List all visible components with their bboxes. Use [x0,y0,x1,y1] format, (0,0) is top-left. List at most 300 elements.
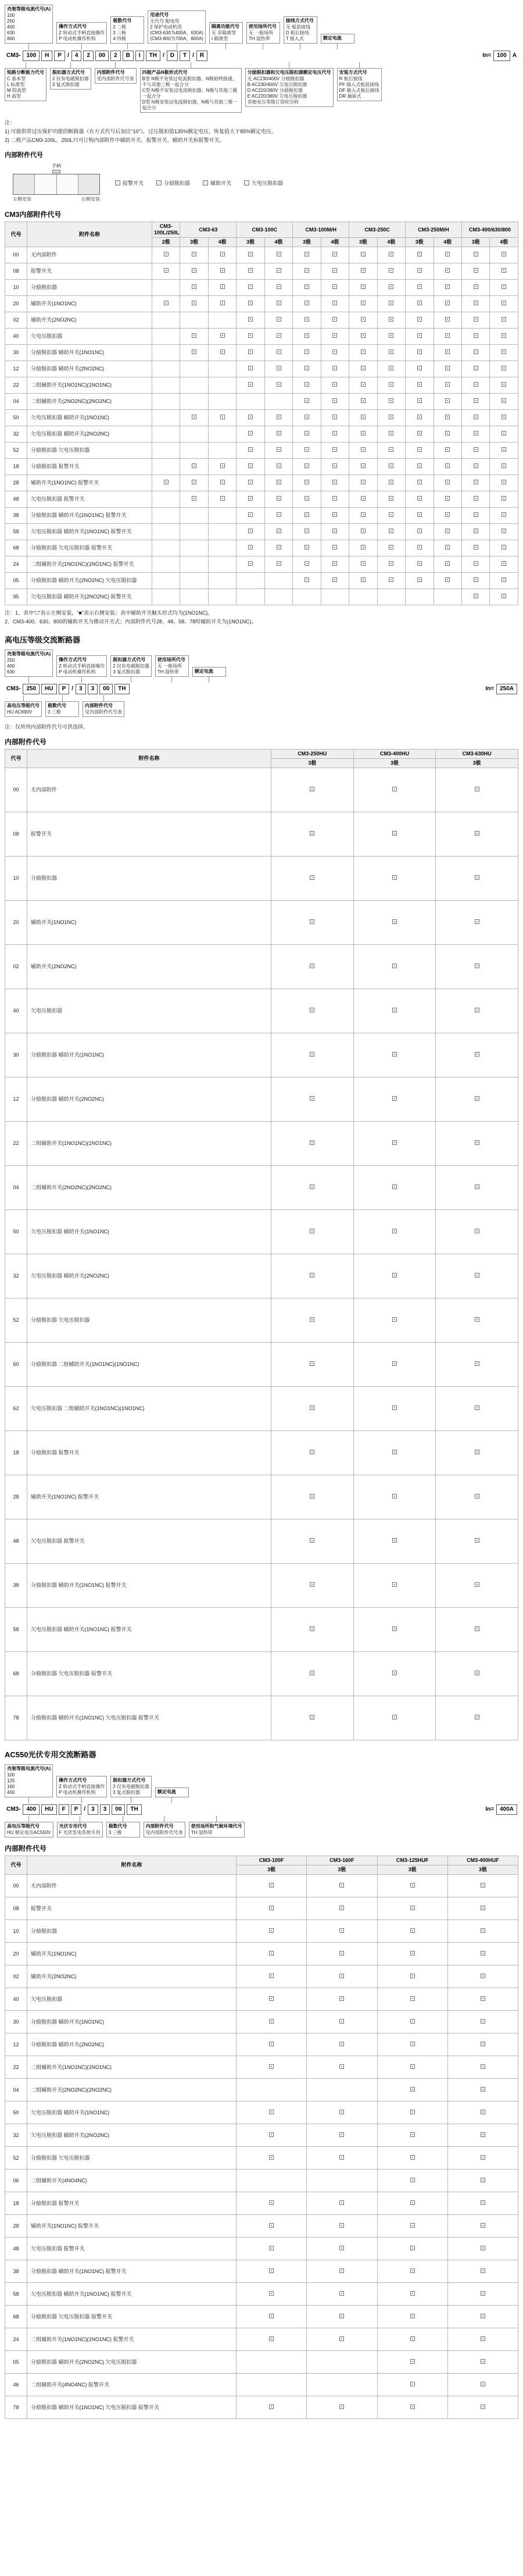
cell-availability [406,345,434,361]
availability-mark-icon [392,787,397,791]
availability-mark-icon [474,594,478,598]
availability-mark-icon [305,447,309,452]
availability-mark-icon [481,2178,485,2182]
availability-mark-icon [310,875,314,880]
cell-availability [353,812,436,857]
code-box-line: (CM3-800为700A、800A) [150,36,203,41]
table-row [5,2124,518,2147]
table-row [5,1875,518,1897]
code-box-line: I 隔离型 [211,36,228,41]
cell-availability [321,329,349,345]
availability-mark-icon [220,463,225,468]
table-row [5,296,518,312]
availability-mark-icon [417,333,422,338]
table-row [5,2102,518,2124]
availability-mark-icon [445,301,450,305]
cell-availability [434,296,461,312]
availability-mark-icon [475,1361,479,1366]
code-box-title: 壳架等级电流代号(A) [7,651,51,657]
cell-availability [208,329,236,345]
code-box-line: L 标准型 [7,82,25,87]
cell-code: 58 [5,2283,27,2306]
code-box-title: 额定电流 [194,669,213,674]
availability-mark-icon [501,512,506,517]
table3-title: 内部附件代号 [5,1844,47,1853]
cell-availability [490,524,518,540]
table-row [5,394,518,410]
cell-availability [349,475,377,491]
cell-availability [349,296,377,312]
cell-availability [271,1431,354,1475]
table-row [5,1564,518,1608]
availability-mark-icon [410,1974,415,1978]
code-box-body [284,16,317,44]
code-box-body [110,1776,152,1797]
cell-availability [353,1033,436,1078]
availability-mark-icon [474,431,478,436]
cell-availability [490,426,518,443]
availability-mark-icon [361,284,366,289]
cell-code: 52 [5,2147,27,2170]
cell-code: 60 [5,1343,27,1387]
table-row [5,1920,518,1943]
cell-availability [307,2328,377,2351]
cell-availability [293,345,321,361]
table-row [5,1431,518,1475]
code-box-line: 100 [7,1772,15,1778]
availability-mark-icon [361,480,366,484]
code-box-body [144,1822,185,1838]
code-box-line: B AC230/400V 欠电压脱扣器 [247,82,307,87]
cell-code: 28 [5,1475,27,1519]
ac550-accessory-table [5,1856,518,2419]
cell-availability [406,312,434,329]
cell-availability [353,1298,436,1343]
cell-code: 30 [5,1033,27,1078]
cell-availability [307,1988,377,2011]
availability-mark-icon [481,2246,485,2250]
model-segment: I [135,51,144,61]
cell-availability [271,901,354,945]
cell-availability [321,524,349,540]
model-segment: In= [482,51,492,60]
cell-availability [180,361,208,377]
availability-mark-icon [501,545,506,550]
model-segment: 00 [99,684,113,694]
availability-mark-icon [481,2042,485,2046]
availability-mark-icon [277,561,281,566]
header-poles: 4极 [321,238,349,247]
availability-mark-icon [501,252,506,256]
availability-mark-icon [474,496,478,501]
cell-availability [377,2374,447,2396]
cell-availability [271,1033,354,1078]
cell-availability [436,1122,518,1166]
availability-mark-icon [389,480,393,484]
code-box-line: (CM3-630为400A、630A) [150,30,203,35]
table-row [5,329,518,345]
legend-item [203,179,231,187]
cell-availability [406,280,434,296]
availability-mark-icon [269,1974,274,1978]
cell-availability [271,1475,354,1519]
availability-mark-icon [277,252,281,256]
cell-availability [208,312,236,329]
availability-mark-icon [392,1494,397,1498]
cell-availability [447,2102,518,2124]
cell-availability [271,1298,354,1343]
cell-availability [271,1608,354,1652]
code-box-body [5,650,53,677]
cell-availability [271,812,354,857]
availability-mark-icon [361,577,366,582]
code-box [57,1816,103,1838]
cell-accessory-name: 分励脱扣器 [27,280,152,296]
cell-availability [377,2170,447,2192]
availability-mark-icon [417,577,422,582]
cell-availability [180,426,208,443]
cell-code: 20 [5,901,27,945]
cell-code: 48 [5,491,27,508]
availability-mark-icon [269,1951,274,1956]
availability-mark-icon [339,2268,344,2273]
code-box-title: 额定电流 [323,35,342,41]
availability-mark-icon [475,1538,479,1543]
cell-availability [349,329,377,345]
cell-availability [377,361,405,377]
code-box-title: 脱扣器方式代号 [52,70,85,75]
cell-accessory-name: 欠电压脱扣器 报警开关 [27,491,152,508]
cell-accessory-name: 分励脱扣器 辅助开关(1NO1NC) [27,345,152,361]
cell-availability [293,573,321,589]
availability-mark-icon [248,496,253,501]
note-line: 注： [5,120,16,126]
code-boxes-top [5,5,518,49]
cell-availability [237,2396,307,2419]
cell-availability [434,394,461,410]
availability-mark-icon [417,382,422,387]
availability-mark-icon [474,415,478,419]
table-row [5,2396,518,2419]
header-poles: 3极 [447,1865,518,1875]
cell-availability [321,556,349,573]
cell-availability [353,1564,436,1608]
cell-availability [264,280,292,296]
cell-availability [434,459,461,475]
cell-code: 18 [5,2192,27,2215]
cell-availability [377,263,405,280]
availability-mark-icon [475,1052,479,1057]
model-segment: P [54,51,65,61]
cell-availability [377,2011,447,2033]
code-box-line: 250 [7,19,15,24]
code-box-title: 光伏专用代号 [59,1824,87,1829]
cell-availability [237,2215,307,2238]
code-box-line: 800 [7,36,15,41]
availability-mark-icon [277,268,281,273]
cell-accessory-name: 分励脱扣器 欠电压脱扣器 报警开关 [27,1652,271,1696]
cell-availability [377,540,405,556]
cell-availability [434,524,461,540]
availability-mark-icon [277,366,281,370]
availability-mark-icon [481,2132,485,2137]
cell-availability [307,2124,377,2147]
availability-mark-icon [392,1052,397,1057]
availability-mark-icon [410,2291,415,2296]
cell-code: 30 [5,2011,27,2033]
cell-availability [353,768,436,812]
header-row [5,750,518,759]
cell-availability [461,329,489,345]
cell-availability [461,540,489,556]
code-box-body [140,68,242,113]
code-box-body [110,655,152,677]
cell-availability [264,589,292,605]
code-box-title: 高电压等级代号 [7,703,40,708]
code-boxes-bottom [5,62,518,113]
cell-availability [461,459,489,475]
code-box-body [95,68,137,84]
cell-availability [307,2011,377,2033]
cell-availability [436,989,518,1033]
accessory-box-icon [156,180,162,185]
code-box-line: M 较高型 [7,88,26,93]
availability-mark-icon [474,463,478,468]
table1-title: CM3内部附件代号 [5,210,62,219]
legend-item [156,179,190,187]
availability-mark-icon [481,1906,485,1910]
cell-accessory-name: 欠电压脱扣器 二组辅助开关(1NO1NC)(1NO1NC) [27,1387,271,1431]
cell-code: 12 [5,361,27,377]
availability-mark-icon [192,496,196,501]
cell-code: 04 [5,1166,27,1210]
cell-code: 58 [5,524,27,540]
availability-mark-icon [417,529,422,533]
availability-mark-icon [417,480,422,484]
cell-availability [436,1431,518,1475]
cell-code: 40 [5,329,27,345]
availability-mark-icon [445,382,450,387]
cell-availability [490,345,518,361]
note-line: 1) 可提供带过压保护功能的断路器（在方式代号后加注“10”），过压脱扣值135%额定电压，恢复值大于85%额定电压。 [5,129,277,134]
cell-availability [447,1920,518,1943]
availability-mark-icon [310,919,314,924]
cell-availability [321,312,349,329]
model-segment: P [71,1804,82,1815]
availability-mark-icon [339,2042,344,2046]
cell-availability [293,394,321,410]
availability-mark-icon [481,2314,485,2318]
cell-availability [208,345,236,361]
connector-line [81,677,82,683]
availability-mark-icon [445,317,450,322]
code-box-title: 隔离功能代号 [211,24,239,29]
availability-mark-icon [269,2200,274,2205]
cell-availability [349,377,377,394]
accessory-box-icon [203,180,208,185]
cell-availability [208,459,236,475]
cell-availability [447,2396,518,2419]
code-box-body [337,68,382,101]
cell-availability [307,2079,377,2102]
cell-availability [152,263,180,280]
code-box-body [57,1822,103,1838]
header-code: 代号 [5,222,27,247]
availability-mark-icon [269,1906,274,1910]
cell-code: 32 [5,1254,27,1298]
cell-availability [353,1696,436,1740]
cell-code: 08 [5,263,27,280]
availability-mark-icon [339,2291,344,2296]
cell-availability [307,2351,377,2374]
availability-mark-icon [310,1096,314,1101]
availability-mark-icon [305,431,309,436]
availability-mark-icon [389,284,393,289]
availability-mark-icon [410,2200,415,2205]
code-box-title: 四极产品N极形式代号 [142,70,188,75]
cell-code: 08 [5,812,27,857]
availability-mark-icon [389,529,393,533]
cell-availability [264,361,292,377]
code-box [5,650,53,683]
table-row [5,1122,518,1166]
right-accessory-bay [78,174,99,194]
availability-mark-icon [361,561,366,566]
cell-availability [271,1696,354,1740]
availability-mark-icon [475,787,479,791]
cell-availability [377,2260,447,2283]
cell-availability [237,1920,307,1943]
cell-availability [434,410,461,426]
availability-mark-icon [501,398,506,403]
cell-availability [447,2283,518,2306]
cell-availability [377,377,405,394]
cell-availability [406,573,434,589]
accessory-codes-heading: 内部附件代号 [5,152,43,159]
availability-mark-icon [445,431,450,436]
cell-availability [321,426,349,443]
availability-mark-icon [481,2336,485,2341]
code-box-body [189,1822,245,1838]
cell-availability [447,2124,518,2147]
availability-mark-icon [305,382,309,387]
model-segment: 2 [110,51,121,61]
availability-mark-icon [410,2246,415,2250]
cell-availability [377,2033,447,2056]
availability-mark-icon [248,447,253,452]
cell-availability [349,410,377,426]
availability-mark-icon [481,2155,485,2160]
cell-availability [208,361,236,377]
model-segment: P [59,684,70,694]
availability-mark-icon [445,415,450,419]
cell-accessory-name: 辅助开关(1NO1NC) [27,1943,237,1965]
availability-mark-icon [392,1008,397,1012]
table-row [5,508,518,524]
cell-availability [264,410,292,426]
availability-mark-icon [192,268,196,273]
cell-code: 32 [5,2124,27,2147]
cell-availability [461,508,489,524]
cell-availability [321,394,349,410]
cell-availability [406,410,434,426]
hu-accessory-table [5,749,518,1740]
cell-availability [321,573,349,589]
code-box-line: H 高型 [7,94,21,99]
cell-availability [321,345,349,361]
legend-label: 分励脱扣器 [164,180,191,186]
cell-availability [293,247,321,263]
code-box-body [56,1776,107,1797]
header-poles: 3极 [406,238,434,247]
cell-availability [461,312,489,329]
cell-availability [271,1254,354,1298]
availability-mark-icon [474,545,478,550]
availability-mark-icon [475,1494,479,1498]
code-box-body [148,10,206,44]
cell-availability [447,2215,518,2238]
cell-availability [293,589,321,605]
availability-mark-icon [332,382,337,387]
table-row [5,377,518,394]
cell-availability [436,1387,518,1431]
availability-mark-icon [501,431,506,436]
availability-mark-icon [332,545,337,550]
cell-availability [208,443,236,459]
cell-availability [490,443,518,459]
availability-mark-icon [269,2223,274,2228]
cell-availability [447,2192,518,2215]
cell-accessory-name: 分励脱扣器 欠电压脱扣器 报警开关 [27,540,152,556]
cell-code: 02 [5,312,27,329]
cell-accessory-name: 报警开关 [27,263,152,280]
code-box-line: HU AC690V [7,709,33,715]
cell-code: 40 [5,1988,27,2011]
accessory-position-diagram [5,150,518,202]
table-row [5,459,518,475]
cell-availability [490,247,518,263]
header-poles: 3极 [271,759,354,768]
cell-availability [180,296,208,312]
availability-mark-icon [310,1229,314,1233]
legend-item [244,179,283,187]
code-box-body [56,655,107,677]
cell-availability [490,377,518,394]
cell-availability [180,312,208,329]
cell-availability [377,1943,447,1965]
availability-mark-icon [410,2019,415,2024]
cell-accessory-name: 欠电压脱扣器 辅助开关(1NO1NC) [27,1210,271,1254]
table-row [5,475,518,491]
cell-availability [271,989,354,1033]
availability-mark-icon [474,447,478,452]
cell-availability [264,524,292,540]
cell-availability [264,329,292,345]
model-segment: 400 [23,1804,40,1815]
availability-mark-icon [269,1928,274,1933]
cell-availability [377,491,405,508]
availability-mark-icon [410,2110,415,2114]
cell-availability [293,540,321,556]
cell-code: 50 [5,1210,27,1254]
cell-availability [434,377,461,394]
availability-mark-icon [501,529,506,533]
availability-mark-icon [417,252,422,256]
code-box-line: P 电动机操作机构 [59,1790,96,1795]
availability-mark-icon [248,545,253,550]
cell-availability [264,459,292,475]
availability-mark-icon [361,463,366,468]
